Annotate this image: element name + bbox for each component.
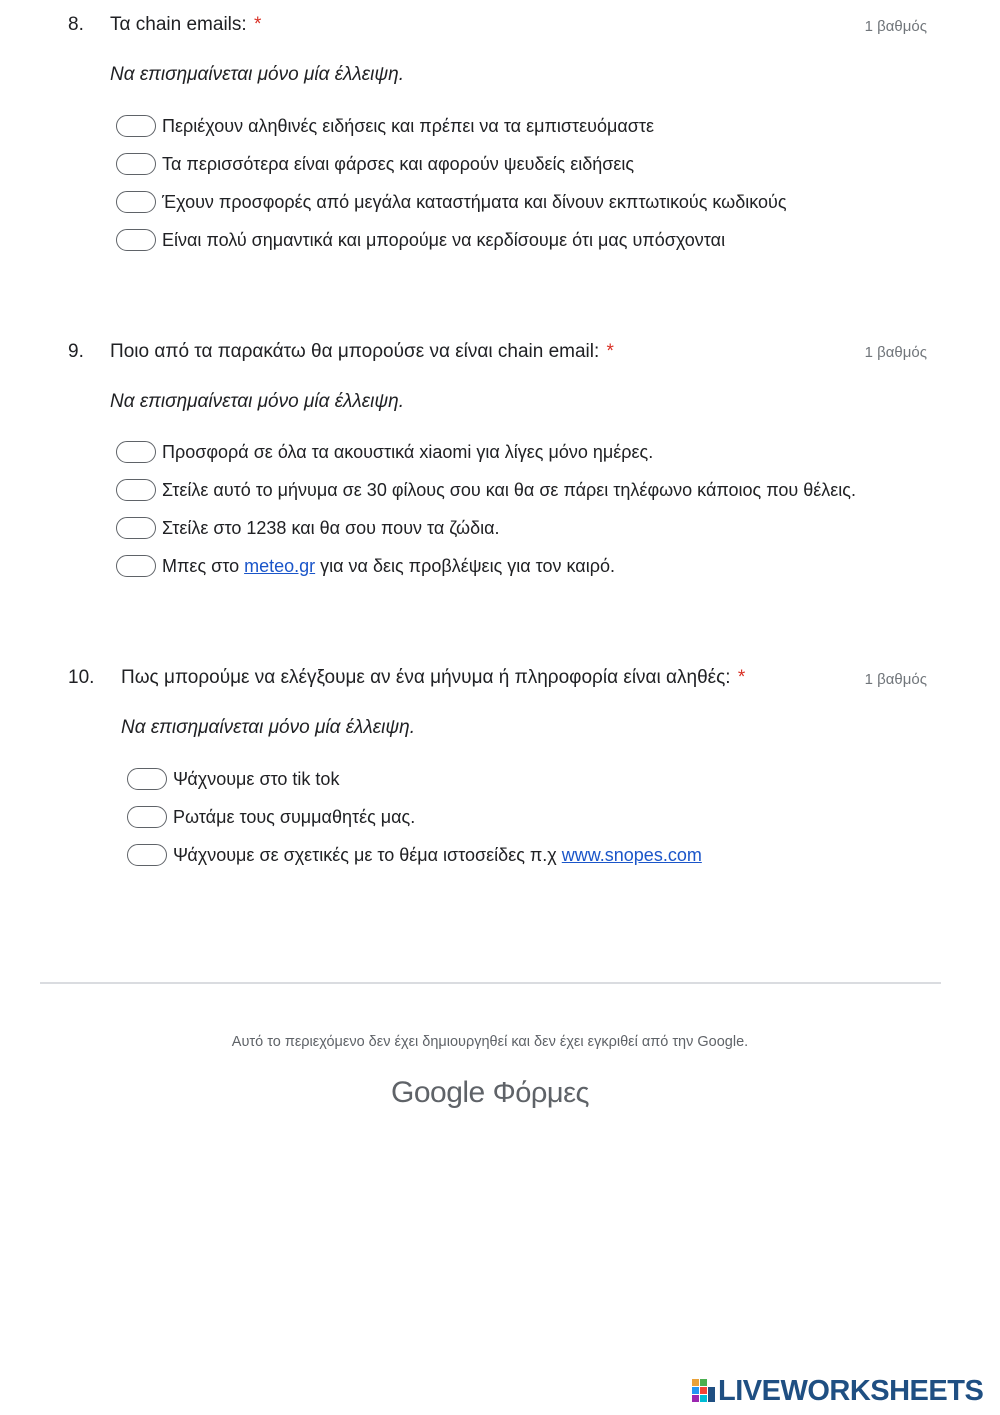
points-label: 1 βαθμός <box>864 18 927 35</box>
required-asterisk: * <box>253 14 262 35</box>
ellipse-bubble[interactable] <box>116 115 156 137</box>
ellipse-bubble[interactable] <box>116 191 156 213</box>
liveworksheets-logo-icon <box>692 1379 716 1403</box>
option-label: Περιέχουν αληθινές ειδήσεις και πρέπει να τα εμπιστευόμαστε <box>162 116 655 136</box>
instruction-hint: Να επισημαίνεται μόνο μία έλλειψη. <box>110 391 404 412</box>
section-divider <box>40 982 941 984</box>
question-title <box>110 341 614 363</box>
option-label: Στείλε στο 1238 και θα σου πουν τα ζώδια. <box>162 518 500 538</box>
option-text-before: Μπες στο <box>162 556 245 576</box>
question-title-text: Πως μπορούμε να ελέγξουμε αν ένα μήνυμα ή πληροφορία είναι αληθές: <box>121 667 731 688</box>
ellipse-bubble[interactable] <box>127 806 167 828</box>
option-label: Στείλε αυτό το μήνυμα σε 30 φίλους σου και θα σε πάρει τηλέφωνο κάποιος που θέλεις. <box>162 480 856 500</box>
ellipse-bubble[interactable] <box>127 768 167 790</box>
ellipse-bubble[interactable] <box>116 229 156 251</box>
required-asterisk: * <box>737 667 746 688</box>
option-label: Ψάχνουμε στο tik tok <box>173 769 340 789</box>
google-disclaimer: Αυτό το περιεχόμενο δεν έχει δημιουργηθεί και δεν έχει εγκριθεί από την Google. <box>231 1034 749 1050</box>
google-wordmark: Google <box>391 1076 485 1109</box>
snopes-link[interactable]: www.snopes.com <box>561 845 702 865</box>
ellipse-bubble[interactable] <box>116 479 156 501</box>
question-title <box>110 14 261 36</box>
forms-wordmark: Φόρμες <box>492 1077 589 1109</box>
instruction-hint: Να επισημαίνεται μόνο μία έλλειψη. <box>121 717 415 738</box>
points-label: 1 βαθμός <box>864 671 927 688</box>
points-label: 1 βαθμός <box>864 344 927 361</box>
option-label: Ρωτάμε τους συμμαθητές μας. <box>173 807 416 827</box>
ellipse-bubble[interactable] <box>116 517 156 539</box>
required-asterisk: * <box>606 341 614 362</box>
option-label: Είναι πολύ σημαντικά και μπορούμε να κερδίσουμε ότι μας υπόσχονται <box>162 230 726 250</box>
ellipse-bubble[interactable] <box>116 555 156 577</box>
option-label <box>162 555 615 577</box>
question-number: 9. <box>68 341 84 362</box>
ellipse-bubble[interactable] <box>127 844 167 866</box>
google-forms-logo[interactable] <box>0 1076 980 1110</box>
ellipse-bubble[interactable] <box>116 153 156 175</box>
question-number: 10. <box>68 667 95 688</box>
option-label <box>173 844 702 866</box>
option-label: Έχουν προσφορές από μεγάλα καταστήματα και δίνουν εκπτωτικούς κωδικούς <box>162 192 787 212</box>
instruction-hint: Να επισημαίνεται μόνο μία έλλειψη. <box>110 64 404 85</box>
question-title-text: Τα chain emails: <box>110 14 247 35</box>
liveworksheets-text: LIVEWORKSHEETS <box>718 1375 984 1407</box>
question-number: 8. <box>68 14 84 35</box>
option-label: Προσφορά σε όλα τα ακουστικά xiaomi για λίγες μόνο ημέρες. <box>162 442 654 462</box>
ellipse-bubble[interactable] <box>116 441 156 463</box>
option-label: Τα περισσότερα είναι φάρσες και αφορούν ψευδείς ειδήσεις <box>162 154 635 174</box>
question-title-text: Ποιο από τα παρακάτω θα μπορούσε να είναι chain email: <box>110 341 600 362</box>
question-title <box>121 667 745 689</box>
option-text-after: για να δεις προβλέψεις για τον καιρό. <box>315 556 615 576</box>
meteo-link[interactable]: meteo.gr <box>244 556 316 576</box>
option-text-before: Ψάχνουμε σε σχετικές με το θέμα ιστοσείδες π.χ <box>173 845 562 865</box>
